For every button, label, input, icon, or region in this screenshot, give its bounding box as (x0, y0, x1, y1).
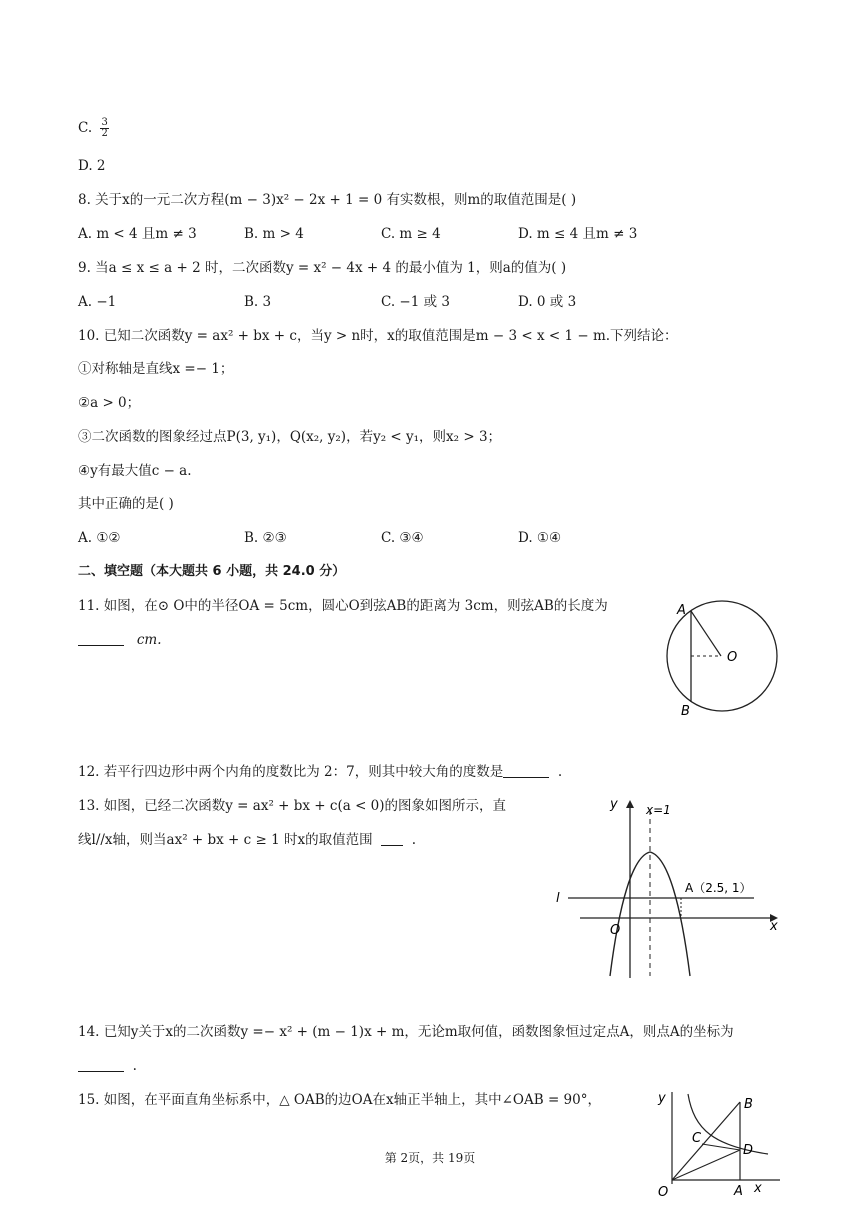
q9-option-c: C. −1 或 3 (381, 294, 451, 310)
q11-answer-line (78, 630, 162, 650)
y-label: y (610, 797, 618, 812)
q9-option-d: D. 0 或 3 (518, 294, 577, 310)
x-label: x (754, 1181, 762, 1196)
q10-option-a: A. ①② (78, 530, 121, 546)
q10-ask: 其中正确的是( ) (78, 496, 174, 512)
q11-stem: 11. 如图，在⊙ O中的半径OA = 5cm，圆心O到弦AB的距离为 3cm，则弦AB的长度为 (78, 598, 608, 614)
q15-stem: 15. 如图，在平面直角坐标系中，△ OAB的边OA在x轴正半轴上，其中∠OAB = 90°， (78, 1092, 601, 1108)
q10-statement-2: ②a > 0； (78, 395, 141, 411)
q10-statement-1: ①对称轴是直线x =− 1； (78, 361, 234, 377)
fraction (100, 118, 108, 139)
q9-stem: 9. 当a ≤ x ≤ a + 2 时，二次函数y = x² − 4x + 4 的最小值为 1，则a的值为( ) (78, 260, 567, 276)
label-b: B (681, 704, 690, 719)
q14-stem: 14. 已知y关于x的二次函数y =− x² + (m − 1)x + m，无论m取何值，函数图象恒过定点A，则点A的坐标为 (78, 1024, 734, 1040)
q9-option-a: A. −1 (78, 294, 117, 310)
q8-option-d: D. m ≤ 4 且m ≠ 3 (518, 226, 638, 242)
fraction-numerator: 3 (101, 117, 108, 128)
y-axis-arrow (626, 800, 634, 808)
q14-answer-line (78, 1056, 137, 1076)
q10-statement-4: ④y有最大值c − a. (78, 463, 192, 479)
radius-oa (691, 611, 721, 656)
q9-option-b: B. 3 (244, 294, 272, 310)
answer-blank (78, 1057, 124, 1072)
label-b: B (744, 1097, 753, 1112)
answer-blank (381, 831, 403, 846)
q8-option-a: A. m < 4 且m ≠ 3 (78, 226, 197, 242)
side-ob (672, 1102, 740, 1180)
q8-option-c: C. m ≥ 4 (381, 226, 441, 242)
label-d: D (743, 1143, 754, 1158)
q13-end: . (411, 832, 417, 848)
q10-statement-3: ③二次函数的图象经过点P(3, y₁)，Q(x₂, y₂)，若y₂ < y₁，则x₂ > 3； (78, 429, 502, 445)
point-a-label: A（2.5, 1） (685, 881, 752, 895)
q13-stem-2-line (78, 830, 416, 850)
q7-option-c (78, 118, 109, 139)
q10-option-b: B. ②③ (244, 530, 287, 546)
label-a: A (734, 1184, 743, 1199)
answer-blank (503, 763, 549, 778)
q7-option-c-label: C. (78, 120, 93, 136)
q10-option-d: D. ①④ (518, 530, 562, 546)
origin-label: O (610, 923, 621, 938)
q13-parabola-figure (548, 792, 788, 982)
q14-end: . (132, 1058, 137, 1074)
q7-option-d: D. 2 (78, 158, 106, 174)
q13-stem-2: 线l//x轴，则当ax² + bx + c ≥ 1 时x的取值范围 (78, 832, 373, 848)
q10-stem: 10. 已知二次函数y = ax² + bx + c，当y > n时，x的取值范围是m − 3 < x < 1 − m.下列结论： (78, 328, 678, 344)
fraction-denominator: 2 (101, 128, 108, 139)
q11-circle-figure (660, 594, 790, 720)
q8-stem: 8. 关于x的一元二次方程(m − 3)x² − 2x + 1 = 0 有实数根，则m的取值范围是( ) (78, 192, 577, 208)
q15-coordinate-figure (650, 1088, 790, 1200)
label-o: O (727, 650, 738, 665)
q11-unit: cm. (136, 632, 162, 648)
y-label: y (658, 1091, 666, 1106)
x-label: x (770, 919, 778, 934)
section-heading: 二、填空题（本大题共 6 小题，共 24.0 分） (78, 564, 346, 579)
q12-stem: 12. 若平行四边形中两个内角的度数比为 2：7，则其中较大角的度数是 (78, 764, 504, 780)
label-c: C (692, 1131, 702, 1146)
q8-option-b: B. m > 4 (244, 226, 304, 242)
page-footer: 第 2页，共 19页 (384, 1151, 476, 1165)
l-label: l (556, 891, 560, 906)
q10-option-c: C. ③④ (381, 530, 424, 546)
q12-line (78, 762, 562, 782)
q12-end: . (557, 764, 563, 780)
symmetry-label: x=1 (646, 803, 671, 817)
origin-label: O (658, 1185, 669, 1200)
label-a: A (677, 603, 686, 618)
answer-blank (78, 631, 124, 646)
q13-stem-1: 13. 如图，已经二次函数y = ax² + bx + c(a < 0)的图象如图所示，直 (78, 798, 507, 814)
